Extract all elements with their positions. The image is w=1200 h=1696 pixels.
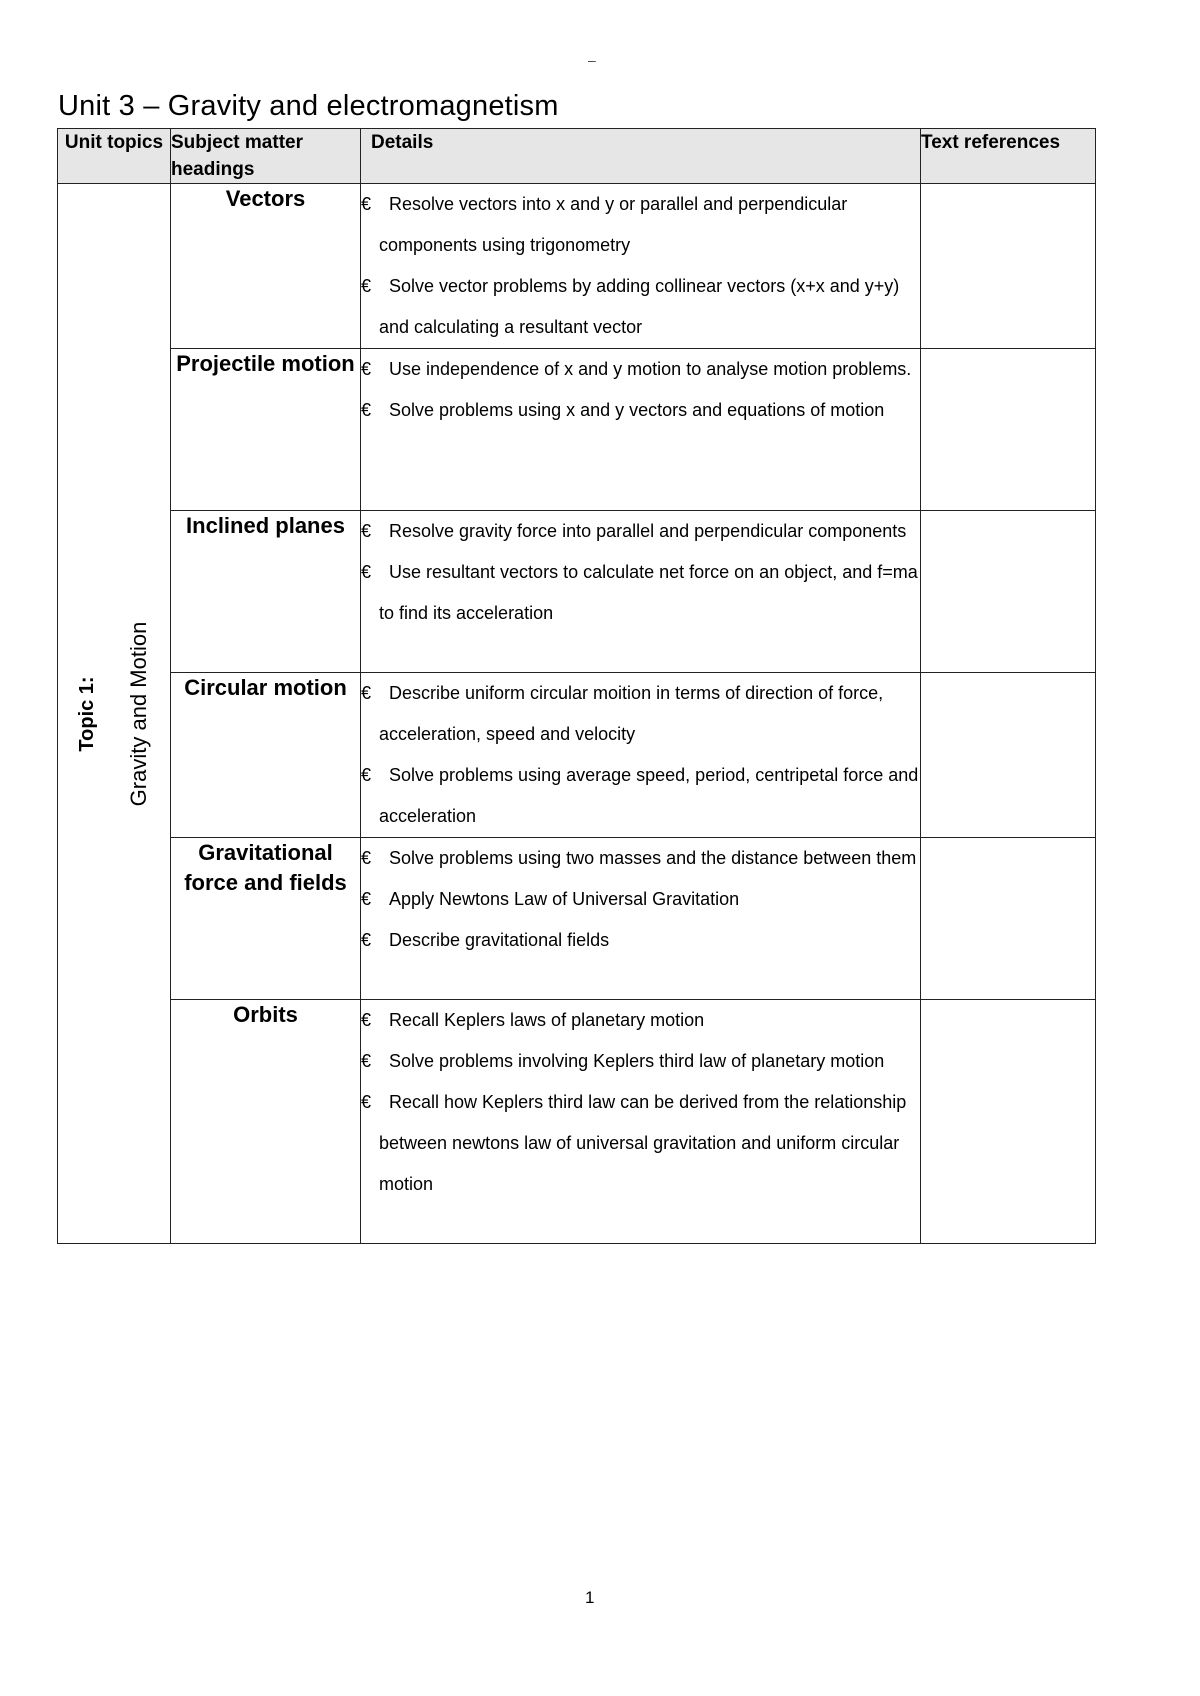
detail-item	[361, 879, 920, 920]
details-cell	[361, 184, 921, 349]
details-list	[361, 349, 920, 431]
page-number: 1	[585, 1588, 595, 1607]
topic-cell	[58, 184, 171, 1244]
detail-text: Describe uniform circular moition in terms of direction of force, acceleration, speed and velocity	[379, 683, 884, 744]
header-subject-matter: Subject matter headings	[171, 129, 361, 184]
euro-bullet-icon: €	[361, 1010, 372, 1030]
details-list	[361, 1000, 920, 1205]
details-list	[361, 838, 920, 961]
euro-bullet-icon: €	[361, 276, 372, 296]
table-body	[58, 184, 1096, 1244]
details-list	[361, 184, 920, 348]
text-reference-cell	[921, 673, 1096, 838]
detail-item	[361, 184, 920, 266]
detail-item	[361, 552, 920, 634]
table-row	[58, 838, 1096, 1000]
detail-item	[361, 1082, 920, 1205]
table-row	[58, 511, 1096, 673]
detail-item	[361, 755, 920, 837]
text-reference-cell	[921, 838, 1096, 1000]
euro-bullet-icon: €	[361, 194, 372, 214]
document-title: Unit 3 – Gravity and electromagnetism	[58, 90, 559, 122]
subject-heading: Inclined planes	[171, 511, 361, 673]
detail-text: Resolve vectors into x and y or parallel and perpendicular components using trigonometry	[379, 194, 848, 255]
details-list	[361, 673, 920, 837]
header-mark: –	[588, 52, 596, 68]
unit-topics-table	[57, 128, 1096, 1244]
detail-item	[361, 920, 920, 961]
header-unit-topics: Unit topics	[58, 129, 171, 184]
euro-bullet-icon: €	[361, 400, 372, 420]
details-cell	[361, 1000, 921, 1244]
detail-item	[361, 266, 920, 348]
euro-bullet-icon: €	[361, 889, 372, 909]
detail-text: Recall how Keplers third law can be derived from the relationship between newtons law of universal gravitation and uniform circular motion	[379, 1092, 907, 1194]
detail-item	[361, 1000, 920, 1041]
detail-text: Use independence of x and y motion to analyse motion problems.	[389, 359, 912, 379]
subject-heading: Projectile motion	[171, 349, 361, 511]
details-cell	[361, 673, 921, 838]
euro-bullet-icon: €	[361, 930, 372, 950]
details-cell	[361, 511, 921, 673]
detail-text: Solve problems using two masses and the distance between them	[389, 848, 917, 868]
detail-text: Solve problems involving Keplers third law of planetary motion	[389, 1051, 885, 1071]
table-header-row	[58, 129, 1096, 184]
euro-bullet-icon: €	[361, 1092, 372, 1112]
detail-text: Solve problems using average speed, period, centripetal force and acceleration	[379, 765, 919, 826]
detail-item	[361, 673, 920, 755]
euro-bullet-icon: €	[361, 1051, 372, 1071]
details-cell	[361, 349, 921, 511]
detail-item	[361, 1041, 920, 1082]
euro-bullet-icon: €	[361, 359, 372, 379]
table-row	[58, 1000, 1096, 1244]
detail-text: Solve vector problems by adding collinear vectors (x+x and y+y) and calculating a resultant vector	[379, 276, 900, 337]
text-reference-cell	[921, 511, 1096, 673]
header-text-references: Text references	[921, 129, 1096, 184]
euro-bullet-icon: €	[361, 848, 372, 868]
detail-text: Resolve gravity force into parallel and perpendicular components	[389, 521, 907, 541]
details-list	[361, 511, 920, 634]
detail-text: Use resultant vectors to calculate net force on an object, and f=ma to find its acceleration	[379, 562, 918, 623]
table-row	[58, 184, 1096, 349]
text-reference-cell	[921, 349, 1096, 511]
detail-item	[361, 390, 920, 431]
table-row	[58, 349, 1096, 511]
topic-label: Topic 1:	[76, 675, 98, 752]
table-row	[58, 673, 1096, 838]
details-cell	[361, 838, 921, 1000]
text-reference-cell	[921, 184, 1096, 349]
topic-name: Gravity and Motion	[126, 621, 151, 806]
subject-heading: Vectors	[171, 184, 361, 349]
detail-text: Solve problems using x and y vectors and equations of motion	[389, 400, 885, 420]
euro-bullet-icon: €	[361, 683, 372, 703]
detail-text: Recall Keplers laws of planetary motion	[389, 1010, 705, 1030]
euro-bullet-icon: €	[361, 562, 372, 582]
subject-heading: Orbits	[171, 1000, 361, 1244]
detail-text: Describe gravitational fields	[389, 930, 610, 950]
detail-item	[361, 838, 920, 879]
topic-rotated-label	[74, 621, 154, 806]
subject-heading: Gravitational force and fields	[171, 838, 361, 1000]
header-details: Details	[361, 129, 921, 184]
detail-text: Apply Newtons Law of Universal Gravitation	[389, 889, 740, 909]
text-reference-cell	[921, 1000, 1096, 1244]
detail-item	[361, 349, 920, 390]
detail-item	[361, 511, 920, 552]
subject-heading: Circular motion	[171, 673, 361, 838]
euro-bullet-icon: €	[361, 765, 372, 785]
euro-bullet-icon: €	[361, 521, 372, 541]
